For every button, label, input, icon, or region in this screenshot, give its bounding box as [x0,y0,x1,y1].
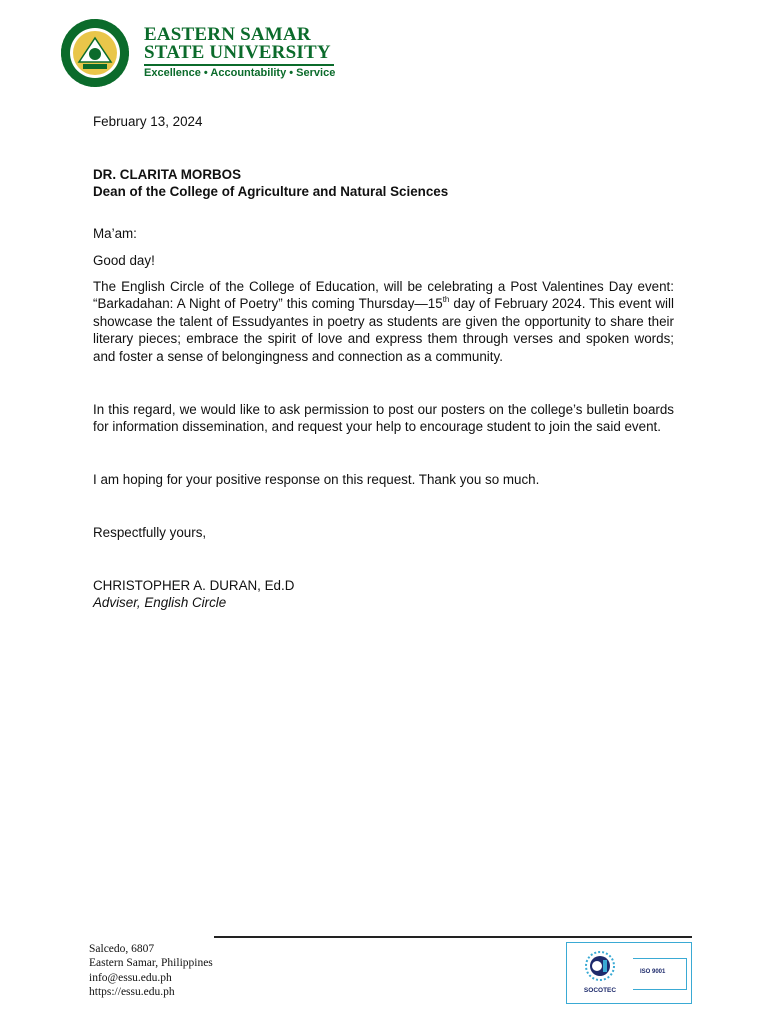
paragraph-1 [93,278,674,365]
university-name-line1: EASTERN SAMAR [144,24,311,45]
footer-website: https://essu.edu.ph [89,986,175,999]
footer-address [89,942,213,1000]
paragraph-1-text-a: The English Circle of the College of Education, will be celebrating a Post Valentines Day event: “Barkadahan: A Night of Poetry” this coming Thursday—15 [93,279,674,312]
address-line-1: Salcedo, 6807 [89,943,155,955]
university-seal-icon [57,18,133,88]
letterhead-divider [144,64,334,66]
closing: Respectfully yours, [93,525,207,540]
paragraph-2: In this regard, we would like to ask permission to post our posters on the college’s bulletin boards for information dissemination, and request your help to encourage student to join the said event. [93,402,674,435]
signer-title: Adviser, English Circle [93,595,227,611]
recipient-name: DR. CLARITA MORBOS [93,167,242,182]
paragraph-1-text-b: day of February 2024. This event will showcase the talent of Essudyantes in poetry as students are given the opportunity to share their literary pieces; embrace the spirit of love and express them through verses and spoken words; and foster a sense of belongingness and connection as a community. [93,296,674,364]
footer-email: info@essu.edu.ph [89,971,172,984]
cert-name: SOCOTEC [583,987,617,994]
ordinal-suffix: th [442,294,450,304]
signer-name: CHRISTOPHER A. DURAN, Ed.D [93,578,295,593]
university-name [144,26,331,62]
certification-badge [566,942,692,1004]
university-name-line2: STATE UNIVERSITY [144,42,331,63]
salutation: Ma’am: [93,226,137,241]
recipient-block [93,166,674,201]
greeting: Good day! [93,253,155,268]
signature-block [93,577,674,612]
letter-date: February 13, 2024 [93,114,203,129]
letterhead [57,18,347,90]
recipient-title: Dean of the College of Agriculture and Natural Sciences [93,184,449,200]
university-motto: Excellence • Accountability • Service [144,67,336,79]
paragraph-3: I am hoping for your positive response on this request. Thank you so much. [93,472,540,487]
footer-divider [214,936,692,938]
address-line-2: Eastern Samar, Philippines [89,957,213,970]
cert-standard: ISO 9001 [640,969,666,975]
